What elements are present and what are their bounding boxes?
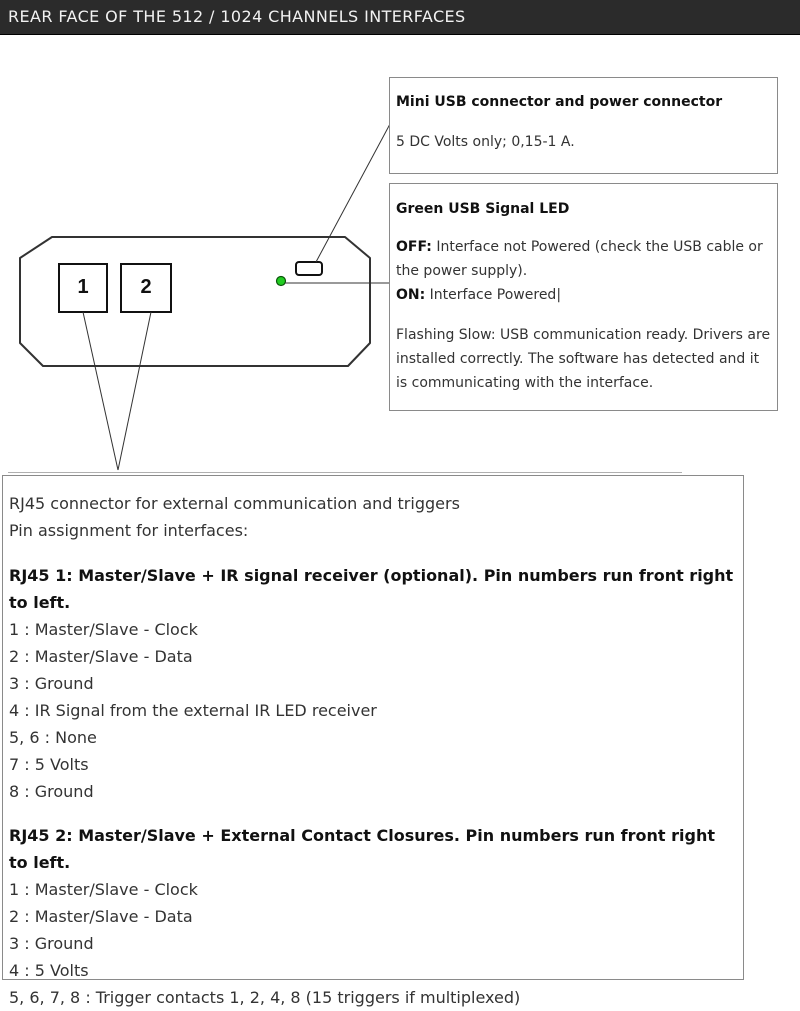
usb-connector-callout [389, 77, 778, 174]
page-title: REAR FACE OF THE 512 / 1024 CHANNELS INTERFACES [8, 7, 466, 26]
rj45-section-1-pin: 3 : Ground [9, 674, 94, 693]
usb-callout-title: Mini USB connector and power connector [396, 94, 723, 110]
rj45-section-1-pin: 2 : Master/Slave - Data [9, 647, 193, 666]
usb-callout-line [316, 124, 390, 262]
port-1-label: 1 [77, 276, 89, 298]
rj45-section-2-pin: 2 : Master/Slave - Data [9, 907, 193, 926]
rj45-section-2-pin: 4 : 5 Volts [9, 961, 89, 980]
rj45-intro-1: RJ45 connector for external communication and triggers [9, 494, 460, 513]
rj45-intro-2: Pin assignment for interfaces: [9, 521, 249, 540]
rj45-section-1-pin: 8 : Ground [9, 782, 94, 801]
led-on-line [396, 283, 771, 307]
rj45-section-1-pin: 7 : 5 Volts [9, 755, 89, 774]
divider-rule [8, 472, 682, 473]
usb-callout-text: 5 DC Volts only; 0,15-1 A. [396, 134, 575, 150]
led-on-text: Interface Powered| [425, 287, 562, 303]
rj45-section-1-title: RJ45 1: Master/Slave + IR signal receiver (optional). Pin numbers run front right to left. [9, 566, 734, 612]
usb-signal-led [277, 277, 286, 286]
led-off-label: OFF: [396, 239, 432, 255]
mini-usb-connector [296, 262, 322, 275]
led-callout [389, 183, 778, 411]
rj45-section-2-pin: 3 : Ground [9, 934, 94, 953]
led-off-line [396, 235, 771, 283]
led-callout-title: Green USB Signal LED [396, 201, 570, 217]
rj45-section-2-pin: 5, 6, 7, 8 : Trigger contacts 1, 2, 4, 8 (15 triggers if multiplexed) [9, 988, 521, 1007]
led-on-label: ON: [396, 287, 426, 303]
rj45-section-2-title: RJ45 2: Master/Slave + External Contact Closures. Pin numbers run front right to left. [9, 826, 715, 872]
rj45-section-1-pin: 1 : Master/Slave - Clock [9, 620, 198, 639]
led-flash-text: Flashing Slow: USB communication ready. Drivers are installed correctly. The software has detected and it is communicating with the interface. [396, 327, 771, 391]
rj45-callout [2, 475, 744, 1007]
rj45-section-2-pin: 1 : Master/Slave - Clock [9, 880, 198, 899]
port-2-label: 2 [140, 276, 152, 298]
rj45-section-1-pin: 4 : IR Signal from the external IR LED receiver [9, 701, 377, 720]
rj45-section-1-pin: 5, 6 : None [9, 728, 97, 747]
led-off-text: Interface not Powered (check the USB cable or the power supply). [396, 239, 763, 279]
